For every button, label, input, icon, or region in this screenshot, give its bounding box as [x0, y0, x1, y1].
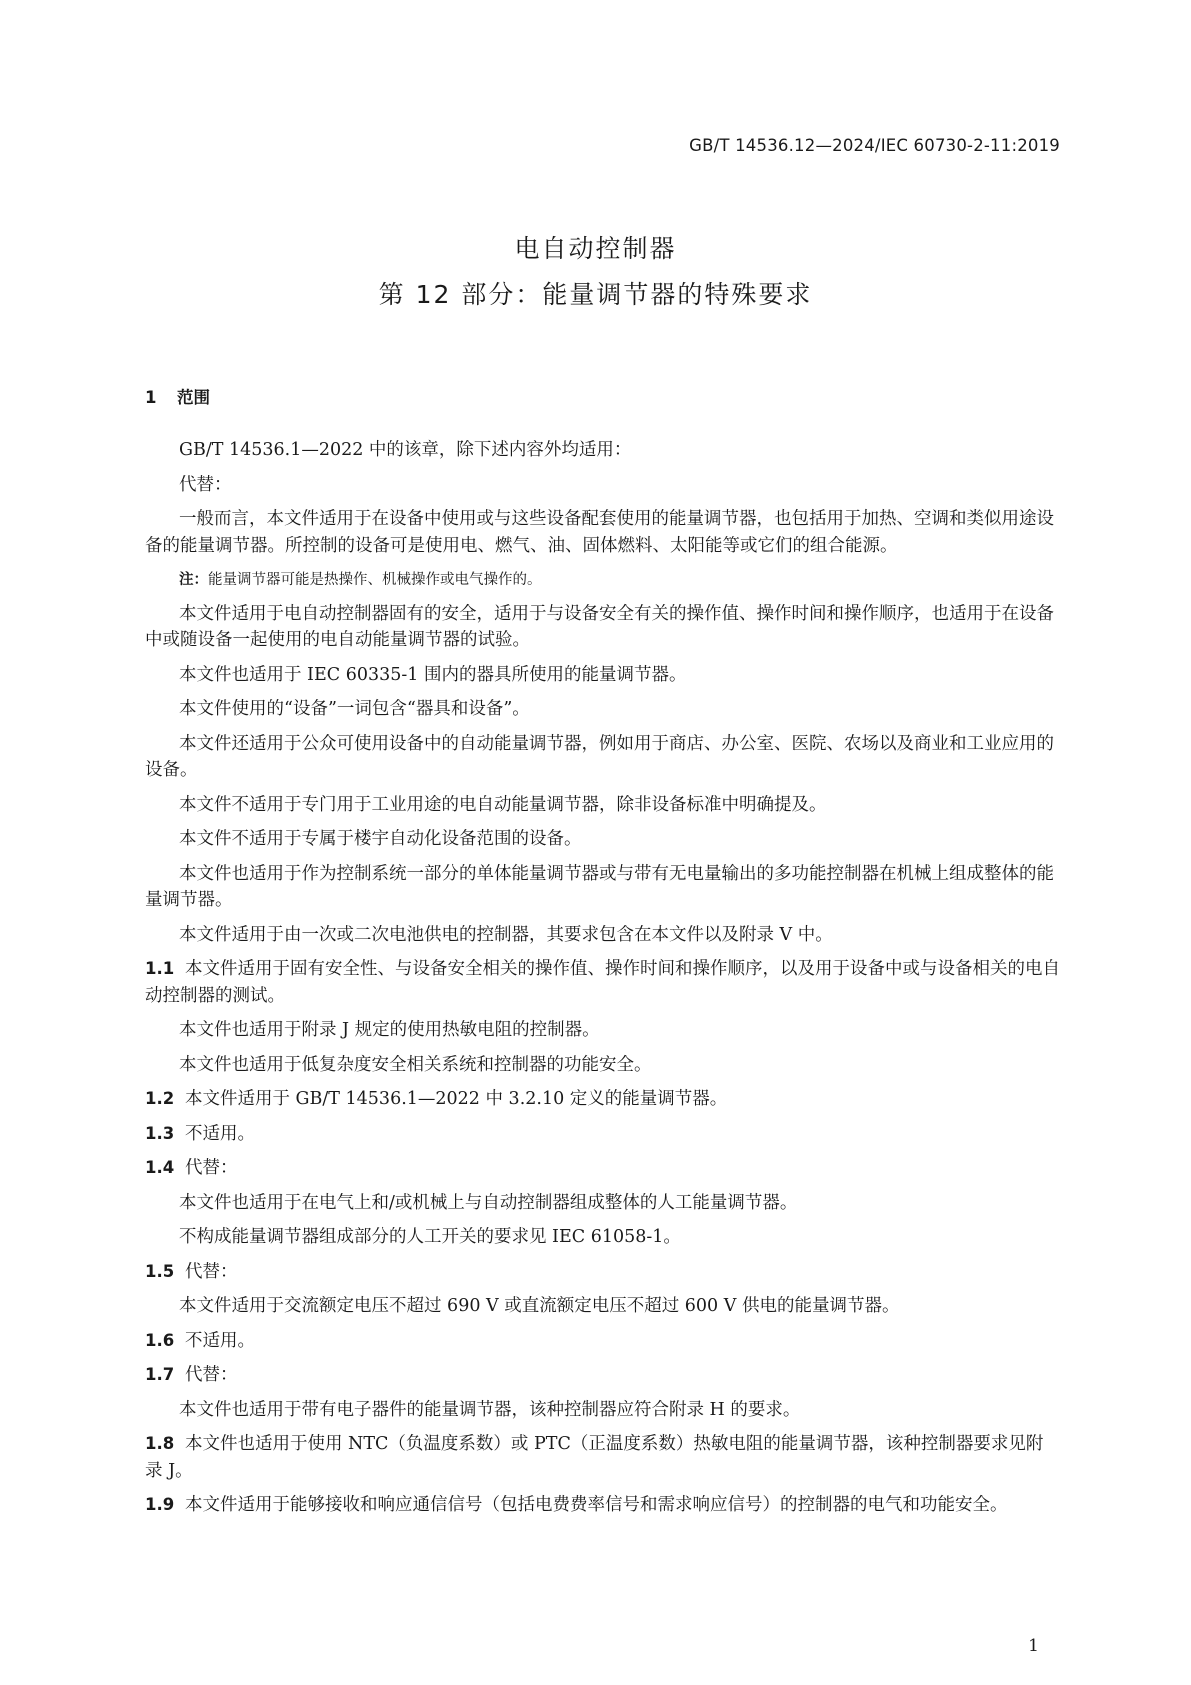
- clause-1-3: [145, 1121, 1060, 1148]
- note: [145, 567, 1060, 594]
- paragraph: 本文件适用于由一次或二次电池供电的控制器，其要求包含在本文件以及附录 V 中。: [179, 924, 833, 945]
- clause-number: 1.5: [145, 1261, 175, 1281]
- paragraph: 本文件适用于交流额定电压不超过 690 V 或直流额定电压不超过 600 V 供电的能量调节器。: [179, 1296, 900, 1316]
- document-header-standard-number: GB/T 14536.12—2024/IEC 60730-2-11:2019: [689, 136, 1060, 155]
- clause-1-6: [145, 1328, 1060, 1355]
- clause-number: 1.4: [145, 1158, 175, 1177]
- paragraph: 本文件使用的“设备”一词包含“器具和设备”。: [179, 699, 530, 719]
- clause-1-7: [145, 1362, 1060, 1389]
- paragraph: 不构成能量调节器组成部分的人工开关的要求见 IEC 61058-1。: [179, 1227, 681, 1247]
- clause-number: 1.3: [145, 1123, 175, 1143]
- clause-text: 不适用。: [185, 1123, 255, 1144]
- section-number: 1: [145, 388, 157, 407]
- paragraph: 本文件适用于电自动控制器固有的安全，适用于与设备安全有关的操作值、操作时间和操作顺序，也适用于在设备中或随设备一起使用的电自动能量调节器的试验。: [145, 603, 1054, 650]
- clause-1-1: [145, 956, 1060, 1009]
- clause-text: 本文件也适用于使用 NTC（负温度系数）或 PTC（正温度系数）热敏电阻的能量调节器，该种控制器要求见附录 J。: [145, 1434, 1044, 1481]
- paragraph: 代替：: [179, 474, 232, 495]
- paragraph: 本文件也适用于附录 J 规定的使用热敏电阻的控制器。: [179, 1020, 600, 1040]
- paragraph: 本文件不适用于专门用于工业用途的电自动能量调节器，除非设备标准中明确提及。: [179, 794, 827, 815]
- paragraph: 本文件还适用于公众可使用设备中的自动能量调节器，例如用于商店、办公室、医院、农场以及商业和工业应用的设备。: [145, 733, 1054, 780]
- paragraph: 本文件也适用于作为控制系统一部分的单体能量调节器或与带有无电量输出的多功能控制器在机械上组成整体的能量调节器。: [145, 863, 1054, 910]
- paragraph: GB/T 14536.1—2022 中的该章，除下述内容外均适用：: [179, 440, 632, 460]
- document-title: [0, 226, 1191, 318]
- clause-text: 本文件适用于能够接收和响应通信信号（包括电费费率信号和需求响应信号）的控制器的电气和功能安全。: [185, 1495, 1008, 1515]
- page-number: 1: [1028, 1636, 1039, 1656]
- clause-number: 1.7: [145, 1365, 175, 1384]
- clause-number: 1.1: [145, 959, 175, 978]
- clause-text: 代替：: [185, 1158, 238, 1178]
- clause-1-9: [145, 1492, 1060, 1519]
- clause-1-8: [145, 1431, 1060, 1484]
- clause-1-4: [145, 1155, 1060, 1182]
- section-title: 范围: [177, 388, 210, 407]
- paragraph: 本文件也适用于 IEC 60335-1 围内的器具所使用的能量调节器。: [179, 664, 687, 685]
- clause-1-5: [145, 1259, 1060, 1286]
- paragraph: 本文件不适用于专属于楼宇自动化设备范围的设备。: [179, 829, 582, 849]
- clause-text: 本文件适用于 GB/T 14536.1—2022 中 3.2.10 定义的能量调节器。: [185, 1089, 728, 1109]
- clause-number: 1.9: [145, 1495, 175, 1514]
- note-text: 能量调节器可能是热操作、机械操作或电气操作的。: [208, 572, 542, 588]
- note-label: 注：: [179, 572, 208, 588]
- clause-number: 1.2: [145, 1089, 175, 1108]
- paragraph: 本文件也适用于在电气上和/或机械上与自动控制器组成整体的人工能量调节器。: [179, 1192, 798, 1213]
- paragraph: 本文件也适用于带有电子器件的能量调节器，该种控制器应符合附录 H 的要求。: [179, 1399, 801, 1420]
- clause-text: 本文件适用于固有安全性、与设备安全相关的操作值、操作时间和操作顺序，以及用于设备中或与设备相关的电自动控制器的测试。: [145, 959, 1060, 1006]
- section-heading-scope: [145, 385, 1060, 411]
- title-line-2: 第 12 部分：能量调节器的特殊要求: [378, 280, 813, 309]
- clause-text: 代替：: [185, 1261, 238, 1282]
- title-line-1: 电自动控制器: [514, 234, 677, 263]
- paragraph: 本文件也适用于低复杂度安全相关系统和控制器的功能安全。: [179, 1054, 652, 1075]
- paragraph: 一般而言，本文件适用于在设备中使用或与这些设备配套使用的能量调节器，也包括用于加热、空调和类似用途设备的能量调节器。所控制的设备可是使用电、燃气、油、固体燃料、太阳能等或它们的组合能源。: [145, 509, 1054, 556]
- clause-text: 代替：: [185, 1365, 238, 1385]
- clause-1-2: [145, 1086, 1060, 1113]
- clause-number: 1.6: [145, 1330, 175, 1350]
- clause-number: 1.8: [145, 1434, 175, 1453]
- clause-text: 不适用。: [185, 1330, 255, 1351]
- document-body: [145, 385, 1060, 1527]
